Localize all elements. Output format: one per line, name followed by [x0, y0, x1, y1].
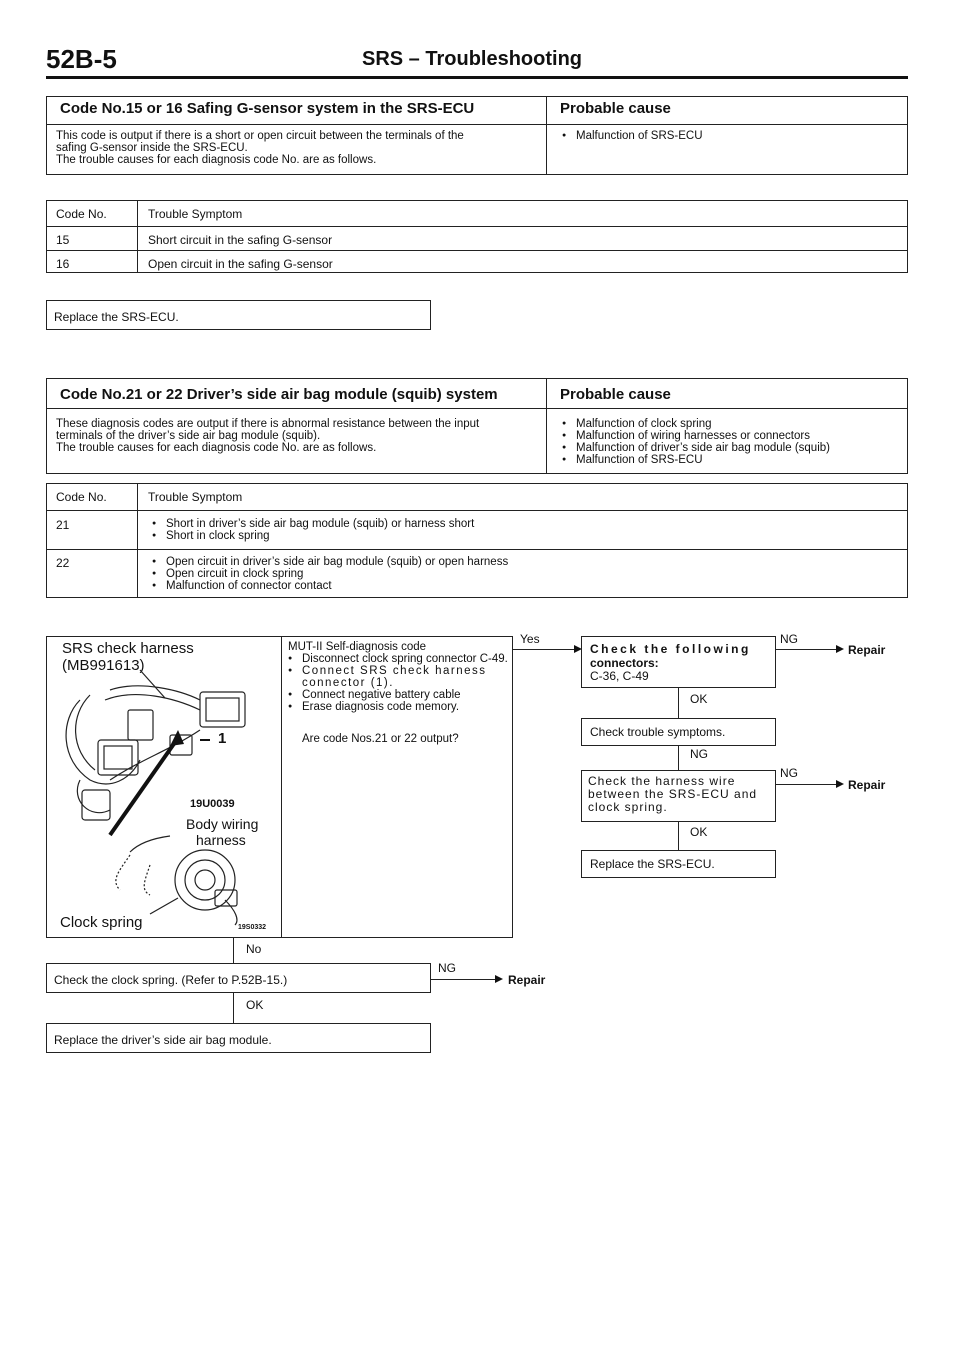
replace-ecu: Replace the SRS-ECU.	[590, 857, 715, 871]
section15-title: Code No.15 or 16 Safing G-sensor system in the SRS-ECU	[60, 100, 475, 117]
section21-causes: ● Malfunction of clock spring ● Malfunction of wiring harnesses or connectors ● Malfunction of driver’s side air bag module (squib) ● Malfunction of SRS-ECU	[562, 418, 830, 466]
connector-icon	[200, 692, 245, 727]
table-row-code: 22	[56, 556, 70, 570]
step1-question: Are code Nos.21 or 22 output?	[302, 733, 459, 745]
ok-label: OK	[690, 692, 708, 706]
section21-cause-heading: Probable cause	[560, 386, 671, 403]
section15-causes: ● Malfunction of SRS-ECU	[562, 130, 703, 142]
check-clock-spring: Check the clock spring. (Refer to P.52B-15.)	[54, 973, 288, 987]
table-row-symptom: Open circuit in the safing G-sensor	[148, 257, 333, 271]
arrow-icon	[110, 738, 178, 835]
check-connectors-title: Check the following	[590, 642, 751, 656]
clock-spring-label: Clock spring	[60, 914, 143, 931]
table-row-symptoms: ● Open circuit in driver’s side air bag module (squib) or open harness ● Open circuit in clock spring ● Malfunction of connector contact	[152, 556, 508, 592]
section15-cause-heading: Probable cause	[560, 100, 671, 117]
section21-description: These diagnosis codes are output if there is abnormal resistance between the input terminals of the driver’s side air bag module (squib). The trouble causes for each diagnosis code No. are as follows.	[56, 418, 480, 454]
check-harness: Check the harness wire between the SRS-ECU and clock spring.	[588, 774, 758, 814]
table-header-symptom: Trouble Symptom	[148, 490, 243, 504]
ok-label: OK	[246, 998, 264, 1012]
figure-code: 19S0332	[238, 924, 267, 931]
table-header-code: Code No.	[56, 207, 107, 221]
ng-label: NG	[780, 632, 798, 646]
ng-label: NG	[780, 766, 798, 780]
ng-label: NG	[438, 961, 456, 975]
repair-label: Repair	[848, 643, 886, 657]
table-header-code: Code No.	[56, 490, 107, 504]
section15-description: This code is output if there is a short or open circuit between the terminals of the safing G-sensor inside the SRS-ECU. The trouble causes for each diagnosis code No. are as follows.	[56, 130, 464, 166]
header-rule	[46, 76, 908, 79]
section21-title: Code No.21 or 22 Driver’s side air bag module (squib) system	[60, 386, 498, 403]
section15-action: Replace the SRS-ECU.	[54, 310, 179, 324]
table-header-symptom: Trouble Symptom	[148, 207, 243, 221]
harness-label: SRS check harness	[62, 640, 194, 657]
table-row-code: 16	[56, 257, 70, 271]
table-row-symptom: Short circuit in the safing G-sensor	[148, 233, 333, 247]
body-wiring-label-2: harness	[196, 832, 246, 848]
repair-label: Repair	[508, 973, 546, 987]
yes-label: Yes	[520, 632, 540, 646]
callout-number: 1	[218, 730, 227, 747]
table-row-code: 15	[56, 233, 70, 247]
harness-part-number: (MB991613)	[62, 657, 145, 674]
check-symptoms: Check trouble symptoms.	[590, 725, 726, 739]
connector-icon	[128, 710, 153, 740]
arrow-icon	[836, 645, 844, 653]
leader-line	[140, 670, 165, 698]
ok-label: OK	[690, 825, 708, 839]
body-wiring-label-1: Body wiring	[186, 816, 259, 832]
table-row-symptoms: ● Short in driver’s side air bag module (squib) or harness short ● Short in clock spring	[152, 518, 474, 542]
harness-illustration	[50, 640, 280, 936]
ng-label: NG	[690, 747, 708, 761]
repair-label: Repair	[848, 778, 886, 792]
check-connectors-subtitle: connectors:	[590, 656, 659, 670]
check-connectors-list: C-36, C-49	[590, 669, 649, 683]
page-number: 52B-5	[46, 44, 117, 74]
arrow-icon	[836, 780, 844, 788]
replace-module: Replace the driver’s side air bag module.	[54, 1033, 272, 1047]
connector-icon	[82, 790, 110, 820]
no-label: No	[246, 942, 262, 956]
step1-items: ● Disconnect clock spring connector C-49. ● Connect SRS check harness connector (1). ● Connect negative battery cable ● Erase diagnosis code memory.	[288, 653, 510, 713]
page-title: SRS – Troubleshooting	[362, 48, 583, 70]
step1-title: MUT-II Self-diagnosis code	[288, 641, 427, 653]
figure-code: 19U0039	[190, 798, 235, 810]
arrow-icon	[495, 975, 503, 983]
table-row-code: 21	[56, 518, 70, 532]
